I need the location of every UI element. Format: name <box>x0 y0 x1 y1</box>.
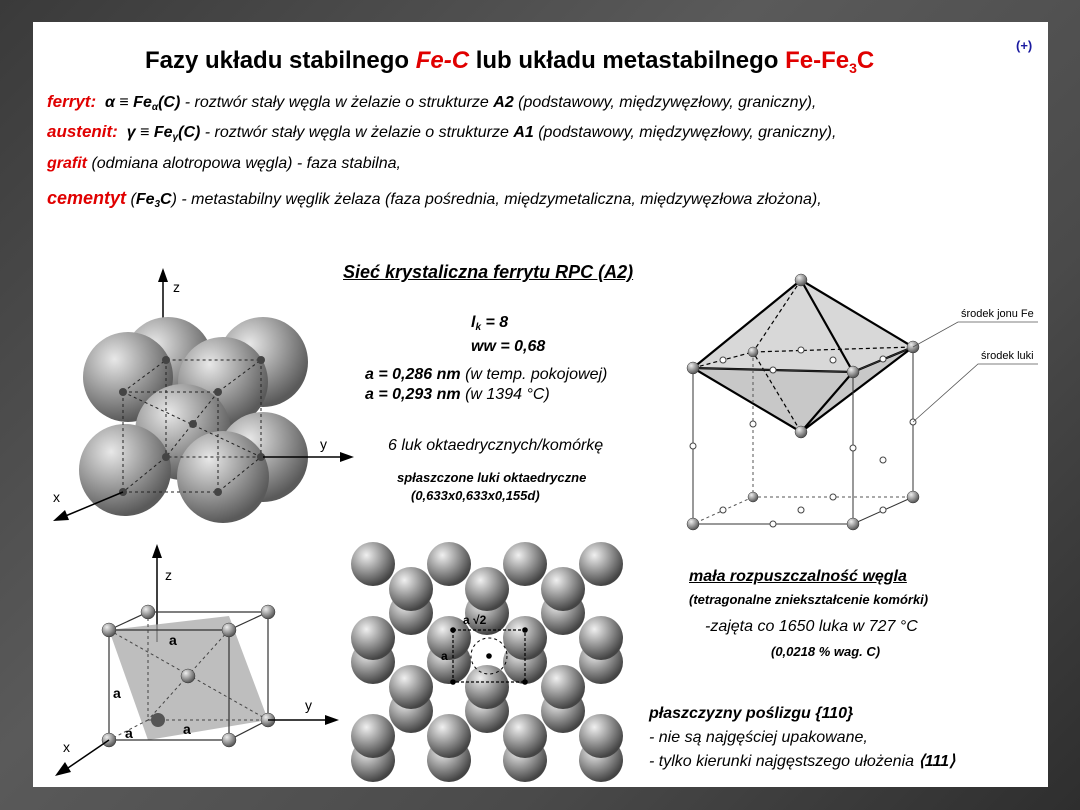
axis-x-label: x <box>53 489 60 505</box>
phase-grafit: grafit (odmiana alotropowa węgla) - faza stabilna, <box>47 155 401 172</box>
phase-cementyt: cementyt $(Fe_3C)$ - metastabilny węglik żelaza (faza pośrednia, międzymetaliczna, międzywęzłowa złożona), <box>47 188 822 210</box>
page-title: Fazy układu stabilnego Fe-C lub układu metastabilnego $Fe-Fe_3C$ <box>145 47 875 76</box>
prop-ww: ww = 0,68 <box>471 338 546 355</box>
label-srodek-jonu: środek jonu Fe <box>961 308 1034 320</box>
packing-sphere <box>465 665 509 709</box>
solubility-percent: (0,0218 % wag. C) <box>771 644 881 659</box>
packing-sphere <box>579 714 623 758</box>
solubility-zajeta: -zajęta co 1650 luka w 727 °C <box>705 618 918 635</box>
bcc-sphere-model <box>33 252 353 552</box>
octahedral-void-diagram <box>673 262 1043 552</box>
packing-sphere <box>389 665 433 709</box>
label-srodek-luki: środek luki <box>981 350 1034 362</box>
packing-sphere <box>503 542 547 586</box>
label-a-sqrt2: a √2 <box>463 613 487 627</box>
slip-title: płaszczyzny poślizgu {110} <box>649 705 854 722</box>
plus-link[interactable]: (+) <box>1016 38 1033 53</box>
packing-sphere <box>579 616 623 660</box>
edge-label-a: a <box>125 725 133 741</box>
packing-sphere <box>427 714 471 758</box>
prop-a-room: a = 0,286 nm (w temp. pokojowej) <box>365 366 608 383</box>
edge-label-a: a <box>183 721 191 737</box>
prop-dims: (0,633x0,633x0,155d) <box>411 488 540 503</box>
prop-splaszczone: spłaszczone luki oktaedryczne <box>397 470 587 485</box>
section-title: Sieć krystaliczna ferrytu RPC (A2) <box>343 262 634 282</box>
packing-sphere <box>427 542 471 586</box>
solubility-tetra: (tetragonalne zniekształcenie komórki) <box>689 592 929 607</box>
packing-sphere <box>465 567 509 611</box>
phase-ferryt: ferryt: $\alpha \equiv Fe_\alpha(C)$ - roztwór stały węgla w żelazie o strukturze A2 (podstawowy, międzywęzłowy, graniczny), <box>47 92 817 113</box>
prop-a-1394: a = 0,293 nm (w 1394 °C) <box>365 386 550 403</box>
axis-z-label: z <box>173 279 180 295</box>
prop-lk: $l_k = 8$ <box>471 314 509 333</box>
solubility-title: mała rozpuszczalność węgla <box>689 568 907 585</box>
packing-sphere <box>351 542 395 586</box>
sphere <box>79 424 171 516</box>
sphere <box>177 431 269 523</box>
packing-sphere <box>389 567 433 611</box>
packing-sphere <box>579 542 623 586</box>
packing-sphere <box>541 665 585 709</box>
slip-line2: - tylko kierunki najgęstszego ułożenia ⟨111⟩ <box>649 753 956 770</box>
packing-sphere <box>351 714 395 758</box>
plane-110-packing <box>343 542 633 787</box>
axis-x-label-2: x <box>63 739 70 755</box>
axis-y-label: y <box>320 436 327 452</box>
edge-label-a: a <box>169 632 177 648</box>
slip-line1: - nie są najgęściej upakowane, <box>649 729 868 746</box>
packing-sphere <box>503 714 547 758</box>
label-a-packing: a <box>441 649 448 663</box>
slip-plane-cube <box>43 542 343 787</box>
axis-z-label-2: z <box>165 567 172 583</box>
prop-luki: 6 luk oktaedrycznych/komórkę <box>388 437 604 454</box>
axis-y-label-2: y <box>305 697 312 713</box>
packing-sphere <box>351 616 395 660</box>
slide <box>33 22 1048 787</box>
edge-label-a: a <box>113 685 121 701</box>
packing-sphere <box>541 567 585 611</box>
phase-austenit: austenit: $\gamma \equiv Fe_\gamma(C)$ - roztwór stały węgla w żelazie o strukturze A1 (podstawowy, międzywęzłowy, graniczny), <box>47 122 837 143</box>
